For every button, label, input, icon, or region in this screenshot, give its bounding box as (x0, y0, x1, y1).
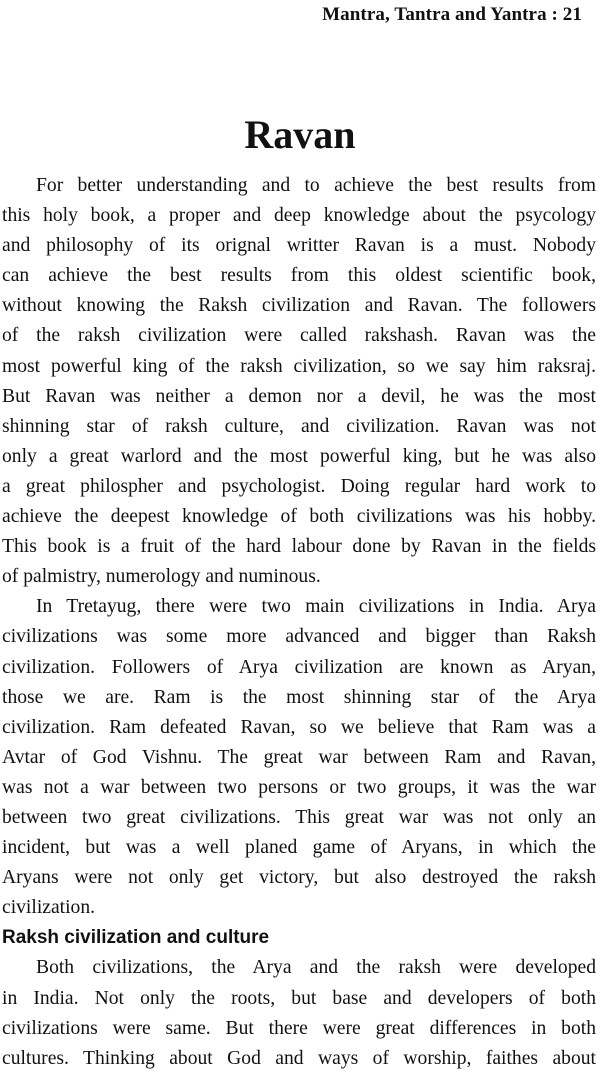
text-line: In Tretayug, there were two main civilizations in India. Arya (36, 596, 596, 618)
text-line: But Ravan was neither a demon nor a devil, he was the most (2, 385, 596, 407)
text-line: This book is a fruit of the hard labour done by Ravan in the fields (2, 536, 596, 558)
text-line: a great philospher and psychologist. Doing regular hard work to (2, 475, 596, 497)
text-line: Both civilizations, the Arya and the raksh were developed (36, 957, 596, 979)
text-line: of palmistry, numerology and numinous. (2, 566, 321, 588)
paragraph-1 (2, 171, 596, 592)
text-line: without knowing the Raksh civilization and Ravan. The followers (2, 295, 596, 317)
text-line: civilization. (2, 897, 96, 919)
text-line: civilizations was some more advanced and bigger than Raksh (2, 626, 596, 648)
text-line: civilization. Followers of Arya civilization are known as Aryan, (2, 656, 596, 678)
text-line: was not a war between two persons or two groups, it was the war (2, 776, 596, 798)
text-line: cultures. Thinking about God and ways of worship, faithes about (2, 1047, 596, 1069)
paragraph-2 (2, 592, 596, 923)
text-line: Avtar of God Vishnu. The great war between Ram and Ravan, (2, 746, 596, 768)
text-line: only a great warlord and the most powerful king, but he was also (2, 445, 596, 467)
text-line: those we are. Ram is the most shinning star of the Arya (2, 686, 596, 708)
text-line: civilization. Ram defeated Ravan, so we believe that Ram was a (2, 716, 596, 738)
text-line: this holy book, a proper and deep knowledge about the psycology (2, 205, 596, 227)
section-heading: Raksh civilization and culture (2, 927, 270, 949)
paragraph-3 (2, 953, 596, 1073)
text-line: of the raksh civilization were called rakshash. Ravan was the (2, 325, 596, 347)
text-line: achieve the deepest knowledge of both civilizations was his hobby. (2, 506, 596, 528)
text-line: incident, but was a well planed game of Aryans, in which the (2, 837, 596, 859)
text-line: For better understanding and to achieve the best results from (36, 175, 596, 196)
text-line: most powerful king of the raksh civilization, so we say him raksraj. (2, 355, 596, 377)
text-line: civilizations were same. But there were great differences in both (2, 1017, 596, 1039)
text-line: in India. Not only the roots, but base and developers of both (2, 987, 596, 1009)
body-text (2, 171, 596, 1074)
text-line: Aryans were not only get victory, but also destroyed the raksh (2, 867, 596, 889)
running-head: Mantra, Tantra and Yantra : 21 (322, 4, 582, 25)
text-line: shinning star of raksh culture, and civilization. Ravan was not (2, 415, 596, 437)
text-line: between two great civilizations. This great war was not only an (2, 806, 596, 828)
text-line: can achieve the best results from this oldest scientific book, (2, 265, 596, 287)
chapter-title: Ravan (244, 112, 356, 157)
text-line: and philosophy of its orignal writter Ravan is a must. Nobody (2, 235, 596, 257)
